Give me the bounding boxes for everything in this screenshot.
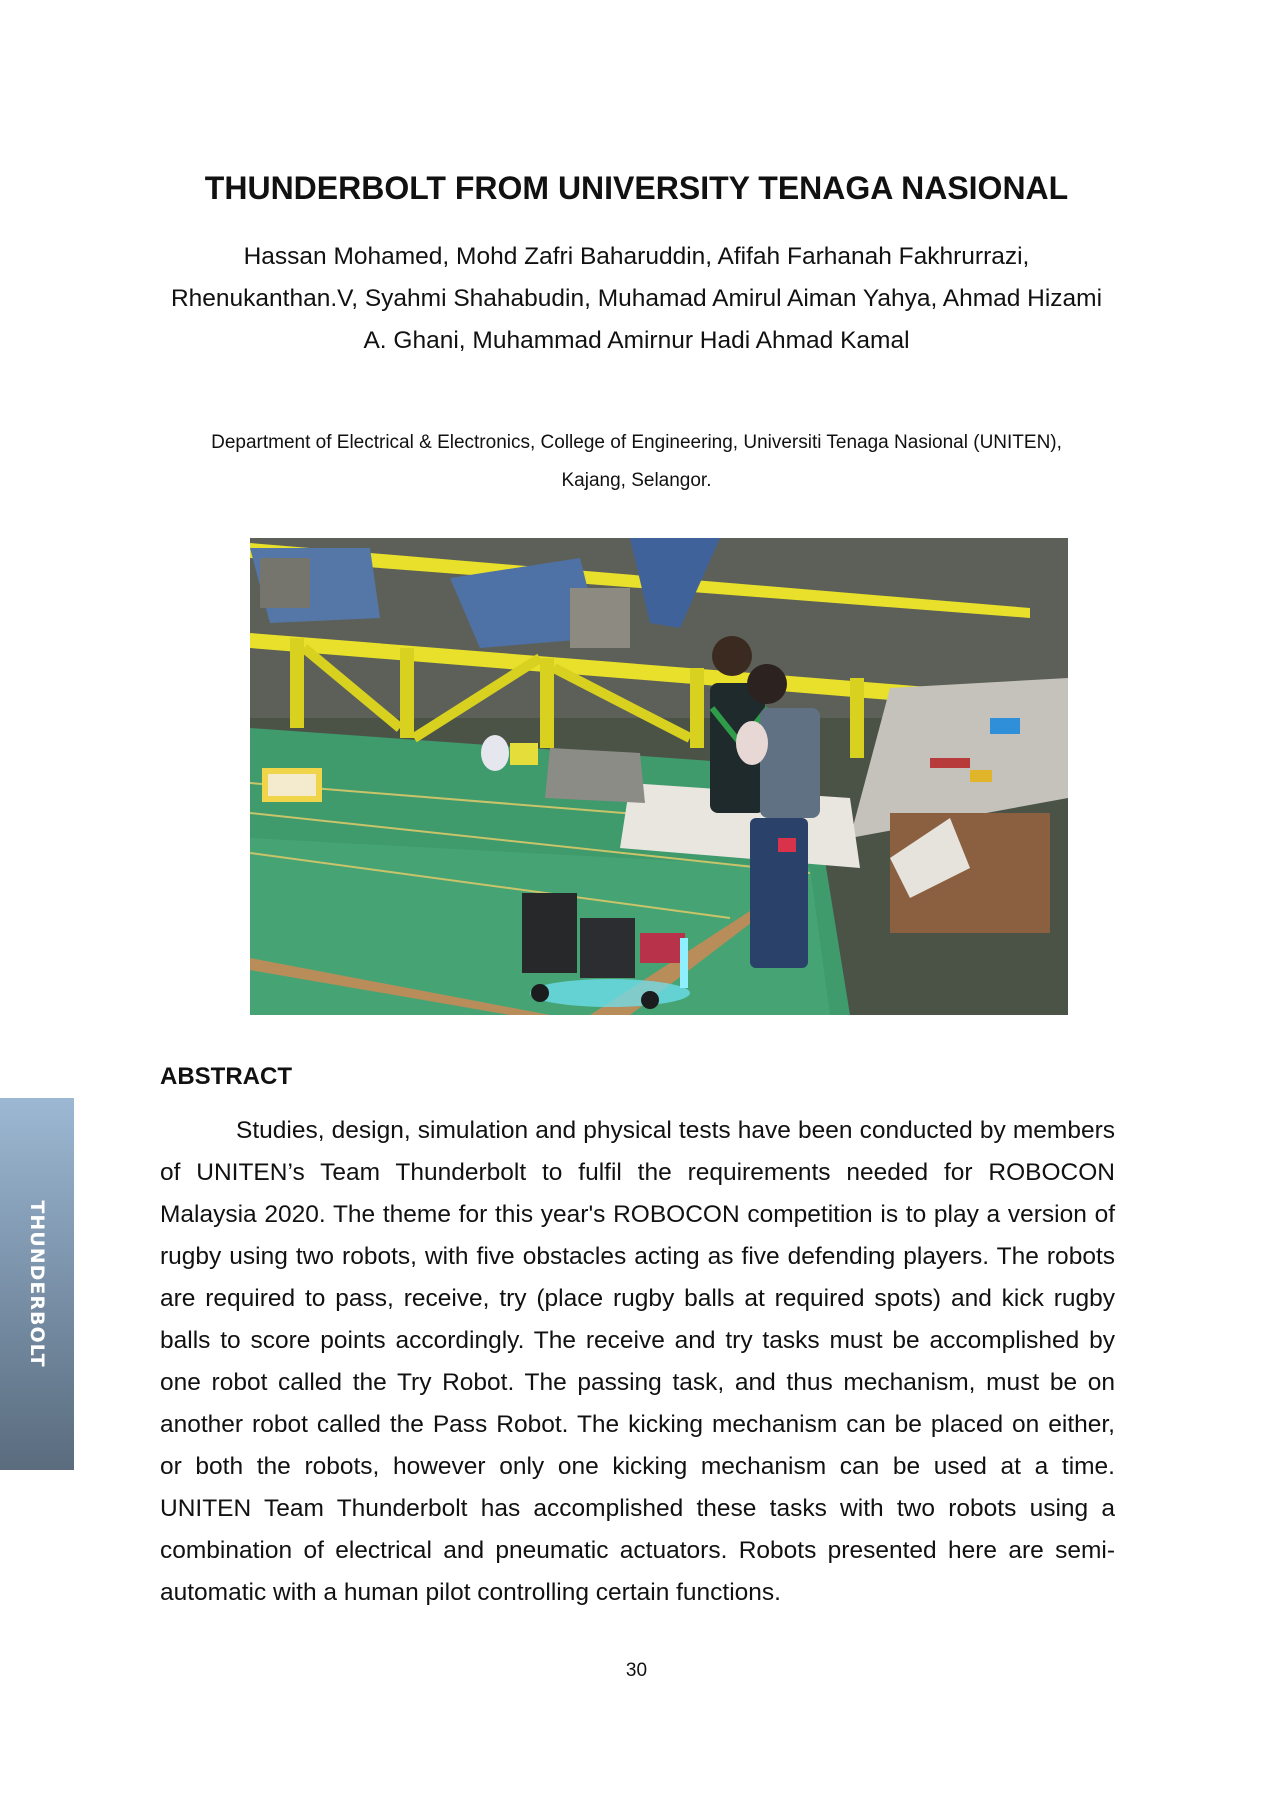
- team-photo-illustration: [250, 538, 1068, 1015]
- side-tab-label: THUNDERBOLT: [26, 1200, 48, 1368]
- affiliation: Department of Electrical & Electronics, College of Engineering, Universiti Tenaga Nasional (UNITEN), Kajang, Selangor.: [211, 432, 1062, 491]
- team-photo: [250, 538, 1068, 1015]
- paper-title: THUNDERBOLT FROM UNIVERSITY TENAGA NASIONAL: [204, 170, 1069, 206]
- section-side-tab: [0, 1098, 74, 1470]
- page-number: 30: [625, 1660, 648, 1681]
- abstract-body: Studies, design, simulation and physical tests have been conducted by members of UNITEN’s Team Thunderbolt to fulfil the requirements needed for ROBOCON Malaysia 2020. The theme for this year's ROBOCON competition is to play a version of rugby using two robots, with five obstacles acting as five defending players. The robots are required to pass, receive, try (place rugby balls at required spots) and kick rugby balls to score points accordingly. The receive and try tasks must be accomplished by one robot called the Try Robot. The passing task, and thus mechanism, must be on another robot called the Pass Robot. The kicking mechanism can be placed on either, or both the robots, however only one kicking mechanism can be used at a time. UNITEN Team Thunderbolt has accomplished these tasks with two robots using a combination of electrical and pneumatic actuators. Robots presented here are semi-automatic with a human pilot controlling certain functions.: [160, 1117, 1115, 1606]
- abstract-heading: ABSTRACT: [160, 1063, 292, 1090]
- author-list: Hassan Mohamed, Mohd Zafri Baharuddin, Afifah Farhanah Fakhrurrazi, Rhenukanthan.V, Syahmi Shahabudin, Muhamad Amirul Aiman Yahya, Ahmad Hizami A. Ghani, Muhammad Amirnur Hadi Ahmad Kamal: [170, 243, 1103, 354]
